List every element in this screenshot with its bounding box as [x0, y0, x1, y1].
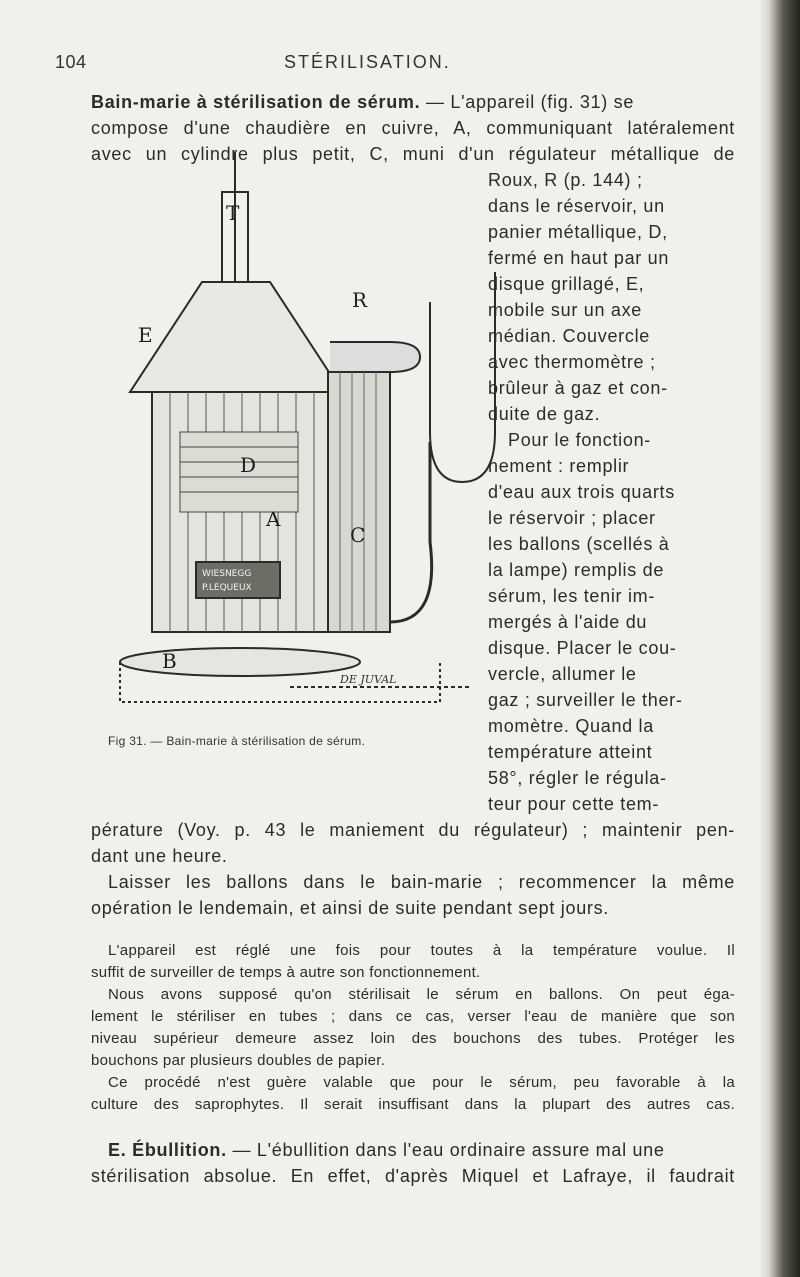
- label-D: D: [240, 453, 257, 477]
- column-line: le réservoir ; placer: [488, 508, 656, 528]
- column-line: vercle, allumer le: [488, 664, 637, 684]
- label-A: A: [266, 507, 281, 531]
- label-C: C: [350, 523, 366, 547]
- column-line: momètre. Quand la: [488, 716, 654, 736]
- column-line: la lampe) remplis de: [488, 560, 665, 580]
- column-line: médian. Couvercle: [488, 326, 650, 346]
- section-intro: — L'appareil (fig. 31) se: [426, 92, 635, 112]
- label-E: E: [138, 323, 153, 347]
- note-line: suffit de surveiller de temps à autre son fonctionnement.: [91, 964, 481, 981]
- section-title: Bain-marie à stérilisation de sérum.: [91, 92, 421, 112]
- page-number: 104: [55, 52, 87, 72]
- paragraph-line: avec un cylindre plus petit, C, muni d'un régulateur métallique de: [91, 144, 735, 164]
- column-line: teur pour cette tem-: [488, 794, 660, 814]
- note-line: Nous avons supposé qu'on stérilisait le sérum en ballons. On peut éga-: [108, 986, 735, 1003]
- ebullition-text: — L'ébullition dans l'eau ordinaire assure mal une: [232, 1140, 665, 1160]
- column-line: mergés à l'aide du: [488, 612, 648, 632]
- paragraph-line: dant une heure.: [91, 846, 228, 866]
- column-line: panier métallique, D,: [488, 222, 668, 242]
- column-line: Pour le fonction-: [508, 430, 651, 450]
- column-line: température atteint: [488, 742, 653, 762]
- note-line: culture des saprophytes. Il serait insuffisant dans la plupart des autres cas.: [91, 1096, 735, 1113]
- note-line: lement le stériliser en tubes ; dans ce cas, verser l'eau de manière que son: [91, 1008, 735, 1025]
- column-line: sérum, les tenir im-: [488, 586, 656, 606]
- column-line: fermé en haut par un: [488, 248, 670, 268]
- sterilizer-illustration: [90, 142, 510, 732]
- label-T: T: [226, 201, 240, 225]
- paragraph-line: stérilisation absolue. En effet, d'après Miquel et Lafraye, il faudrait: [91, 1166, 735, 1186]
- column-line: avec thermomètre ;: [488, 352, 656, 372]
- column-line: gaz ; surveiller le ther-: [488, 690, 683, 710]
- column-line: les ballons (scellés à: [488, 534, 670, 554]
- note-line: Ce procédé n'est guère valable que pour le sérum, peu favorable à la: [108, 1074, 735, 1091]
- section-first-line: [91, 92, 634, 113]
- paragraph-line: Laisser les ballons dans le bain-marie ; recommencer la même: [108, 872, 735, 892]
- paragraph-line: pérature (Voy. p. 43 le maniement du régulateur) ; maintenir pen-: [91, 820, 735, 840]
- column-line: Roux, R (p. 144) ;: [488, 170, 643, 190]
- running-title: STÉRILISATION.: [284, 52, 451, 72]
- column-line: d'eau aux trois quarts: [488, 482, 675, 502]
- note-line: niveau supérieur demeure assez loin des bouchons des tubes. Protéger les: [91, 1030, 735, 1047]
- ebullition-first-line: [108, 1140, 665, 1161]
- page-edge-shadow: [758, 0, 800, 1277]
- column-line: disque grillagé, E,: [488, 274, 645, 294]
- label-B: B: [162, 649, 177, 673]
- column-line: mobile sur un axe: [488, 300, 642, 320]
- note-line: L'appareil est réglé une fois pour toutes à la température voulue. Il: [108, 942, 735, 959]
- note-line: bouchons par plusieurs doubles de papier.: [91, 1052, 386, 1069]
- ebullition-heading: E. Ébullition.: [108, 1140, 227, 1160]
- engraver-mark: DE JUVAL: [340, 673, 397, 686]
- paragraph-line: opération le lendemain, et ainsi de suite pendant sept jours.: [91, 898, 610, 918]
- label-R: R: [352, 288, 368, 312]
- column-line: 58°, régler le régula-: [488, 768, 667, 788]
- paragraph-line: compose d'une chaudière en cuivre, A, communiquant latéralement: [91, 118, 735, 138]
- figure-caption: Fig 31. — Bain-marie à stérilisation de sérum.: [108, 734, 366, 748]
- maker-plate-line2: P.LEQUEUX: [202, 583, 252, 593]
- column-line: disque. Placer le cou-: [488, 638, 677, 658]
- maker-plate-line1: WIESNEGG: [202, 569, 252, 579]
- column-line: nement : remplir: [488, 456, 630, 476]
- column-line: brûleur à gaz et con-: [488, 378, 668, 398]
- column-line: dans le réservoir, un: [488, 196, 665, 216]
- column-line: duite de gaz.: [488, 404, 601, 424]
